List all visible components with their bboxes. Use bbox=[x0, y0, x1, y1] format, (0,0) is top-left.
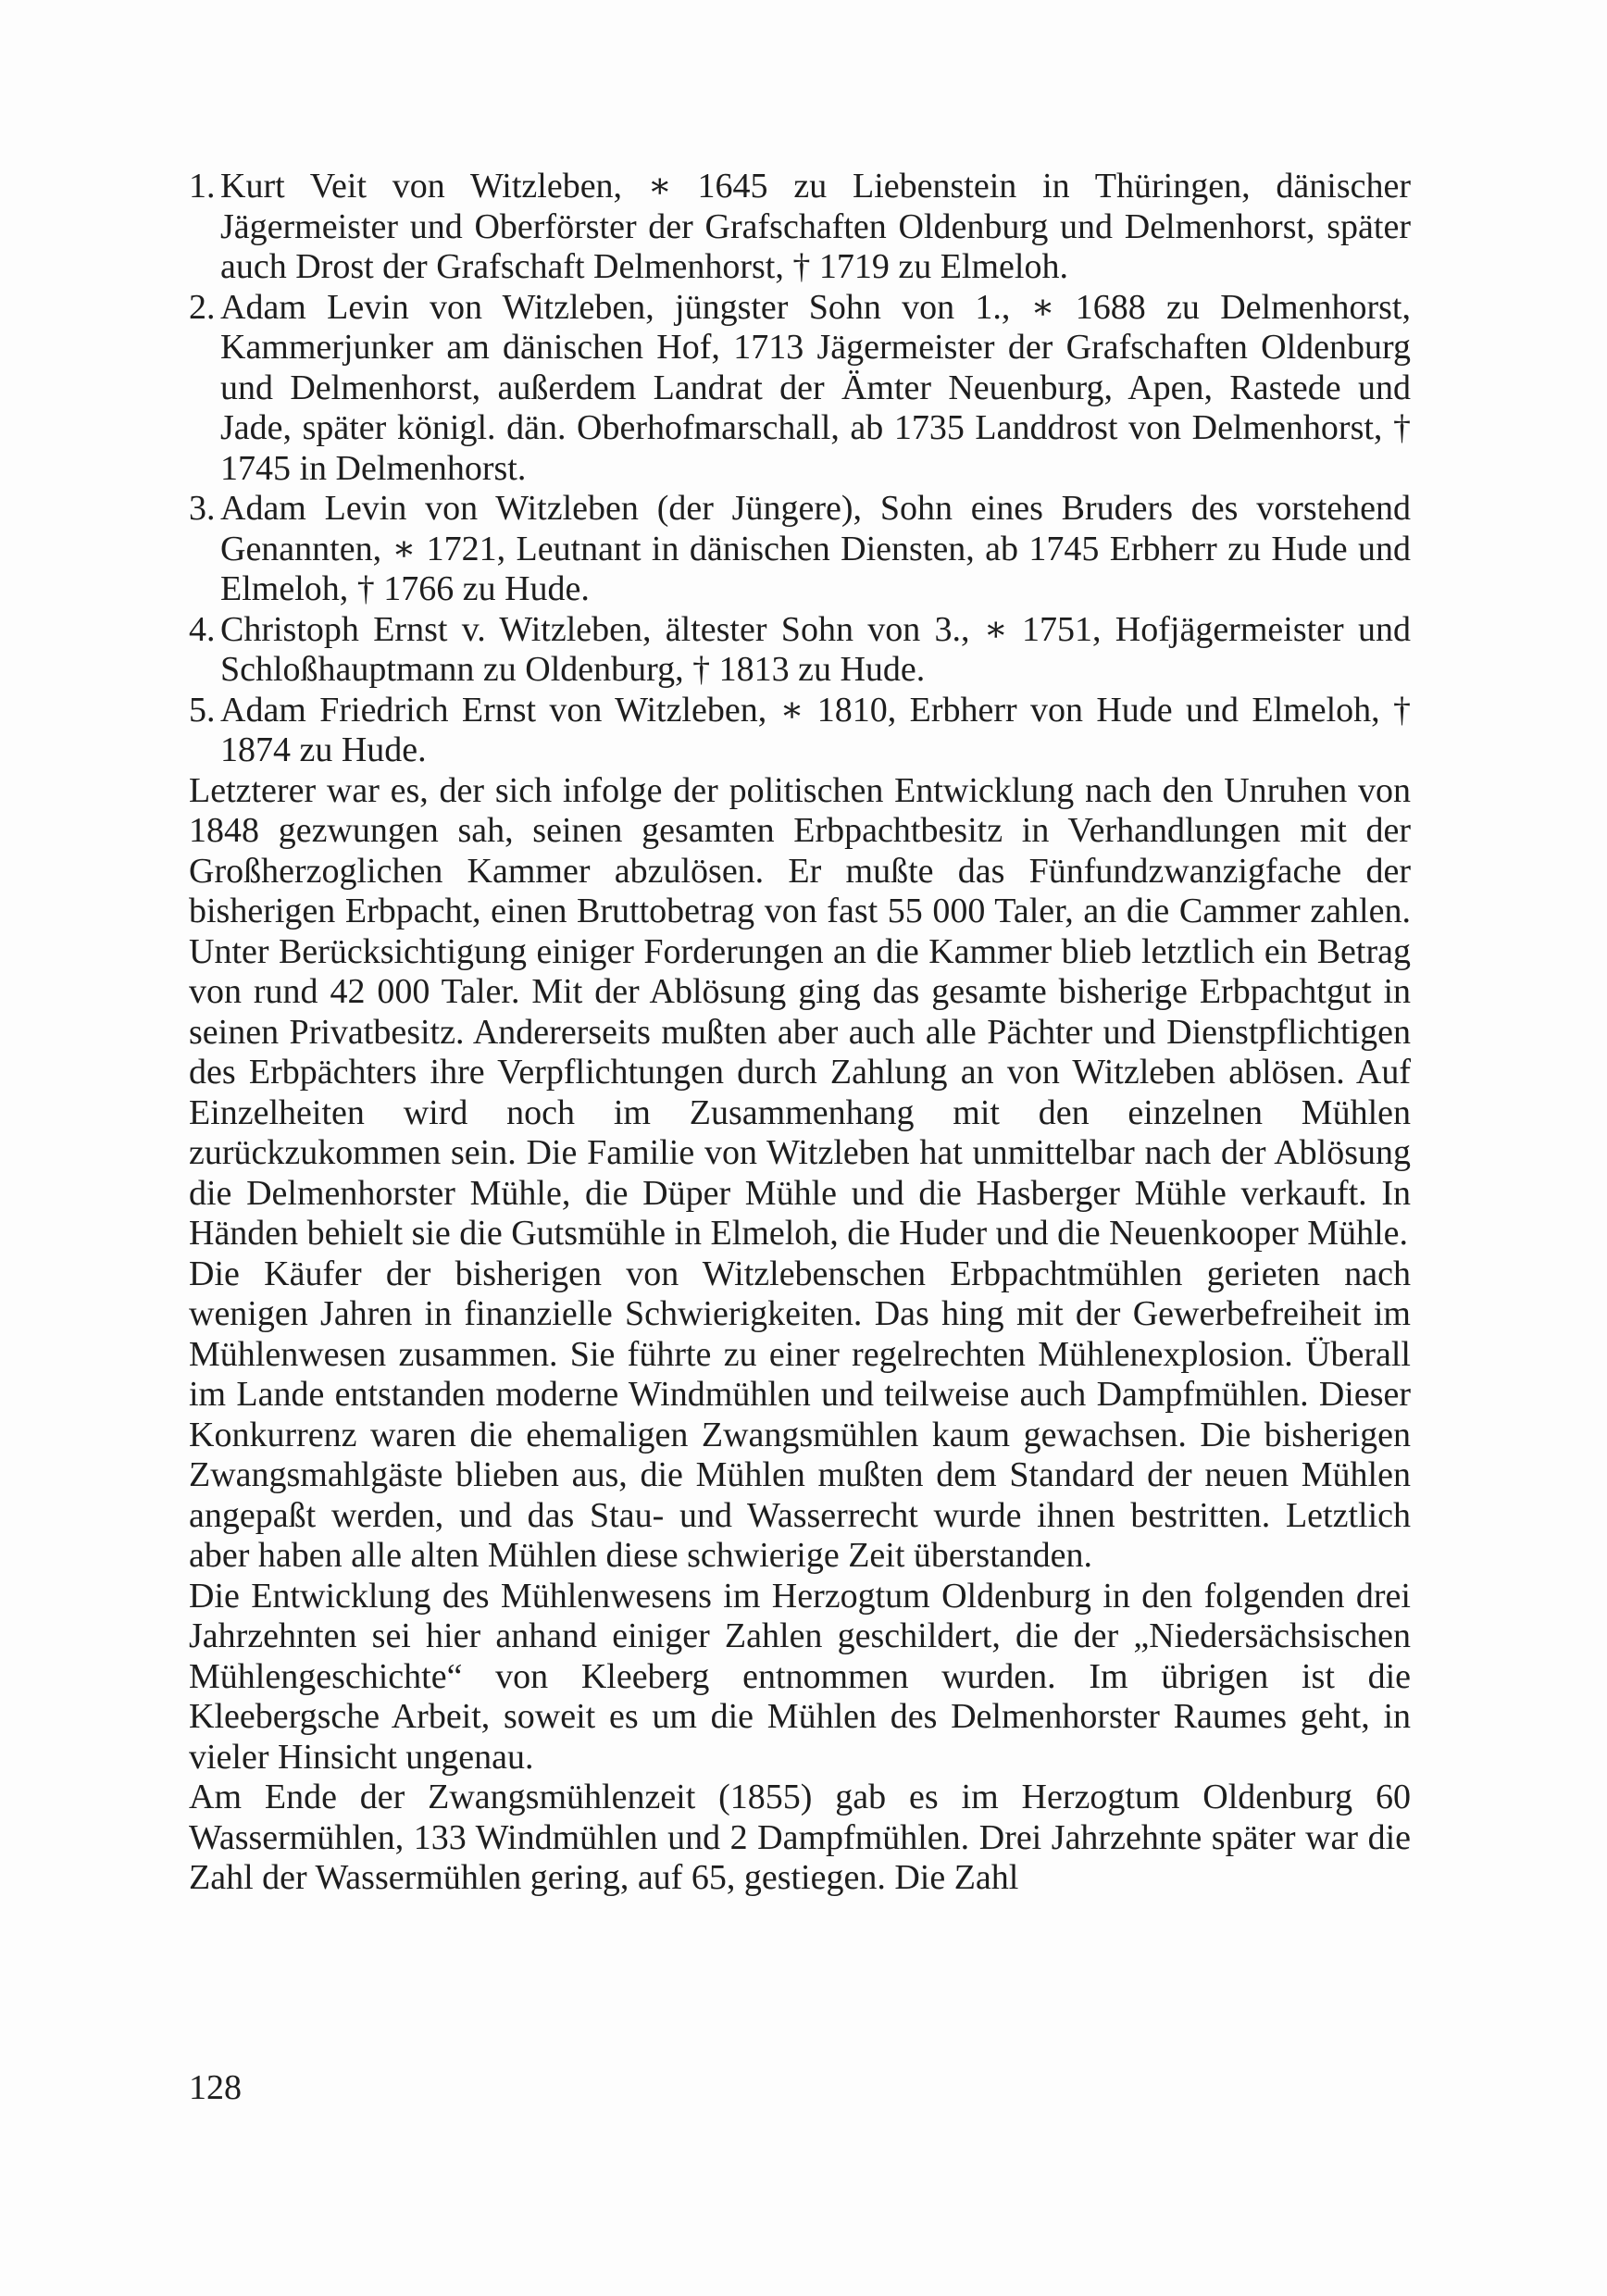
list-item-text: Adam Levin von Witzleben (der Jüngere), Sohn eines Bruders des vorstehend Genannten, ∗ 1721, Leutnant in dänischen Diensten, ab 1745 Erbherr zu Hude und Elmeloh, † 1766 zu Hude. bbox=[220, 489, 1411, 608]
list-item bbox=[189, 489, 1411, 610]
paragraph-gewerbefreiheit: Die Käufer der bisherigen von Witzlebenschen Erbpachtmühlen gerieten nach wenigen Jahren in finanzielle Schwierigkeiten. Das hing mit der Gewerbefreiheit im Mühlenwesen zusammen. Sie führte zu einer regelrechten Mühlenexplosion. Überall im Lande entstanden moderne Windmühlen und teilweise auch Dampfmühlen. Dieser Konkurrenz waren die ehemaligen Zwangsmühlen kaum gewachsen. Die bisherigen Zwangsmahlgäste blieben aus, die Mühlen mußten dem Standard der neuen Mühlen angepaßt werden, und das Stau- und Wasserrecht wurde ihnen bestritten. Letztlich aber haben alle alten Mühlen diese schwierige Zeit überstanden. bbox=[189, 1254, 1411, 1575]
paragraph-erbpacht-abloesung: Letzterer war es, der sich infolge der politischen Entwicklung nach den Unruhen von 1848 gezwungen sah, seinen gesamten Erbpachtbesitz in Verhandlungen mit der Großherzoglichen Kammer abzulösen. Er mußte das Fünfundzwanzigfache der bisherigen Erbpacht, einen Bruttobetrag von fast 55 000 Taler, an die Cammer zahlen. Unter Berücksichtigung einiger Forderungen an die Kammer blieb letztlich ein Betrag von rund 42 000 Taler. Mit der Ablösung ging das gesamte bisherige Erbpachtgut in seinen Privatbesitz. Andererseits mußten aber auch alle Pächter und Dienstpflichtigen des Erbpächters ihre Verpflichtungen durch Zahlung an von Witzleben ablösen. Auf Einzelheiten wird noch im Zusammenhang mit den einzelnen Mühlen zurückzukommen sein. Die Familie von Witzleben hat unmittelbar nach der Ablösung die Delmenhorster Mühle, die Düper Mühle und die Hasberger Mühle verkauft. In Händen behielt sie die Gutsmühle in Elmeloh, die Huder und die Neuenkooper Mühle. bbox=[189, 770, 1411, 1253]
list-item-text: Adam Levin von Witzleben, jüngster Sohn von 1., ∗ 1688 zu Delmenhorst, Kammerjunker am dänischen Hof, 1713 Jägermeister der Grafschaften Oldenburg und Delmenhorst, außerdem Landrat der Ämter Neuenburg, Apen, Rastede und Jade, später königl. dän. Oberhofmarschall, ab 1735 Landdrost von Delmenhorst, † 1745 in Delmenhorst. bbox=[220, 287, 1411, 488]
list-item-number: 5. bbox=[189, 690, 216, 730]
list-item bbox=[189, 167, 1411, 288]
list-item bbox=[189, 610, 1411, 691]
list-item bbox=[189, 691, 1411, 771]
list-item-number: 1. bbox=[189, 167, 216, 206]
list-item-text: Kurt Veit von Witzleben, ∗ 1645 zu Liebenstein in Thüringen, dänischer Jägermeister und Oberförster der Grafschaften Oldenburg und Delmenhorst, später auch Drost der Grafschaft Delmenhorst, † 1719 zu Elmeloh. bbox=[220, 167, 1411, 286]
list-item-number: 2. bbox=[189, 287, 216, 327]
list-item-number: 3. bbox=[189, 489, 216, 528]
genealogy-list bbox=[189, 167, 1411, 771]
list-item-text: Christoph Ernst v. Witzleben, ältester Sohn von 3., ∗ 1751, Hofjägermeister und Schloßhauptmann zu Oldenburg, † 1813 zu Hude. bbox=[220, 609, 1411, 689]
paragraph-muehlenwesen-entwicklung: Die Entwicklung des Mühlenwesens im Herzogtum Oldenburg in den folgenden drei Jahrzehnten sei hier anhand einiger Zahlen geschildert, die der „Niedersächsischen Mühlengeschichte“ von Kleeberg entnommen wurden. Im übrigen ist die Kleebergsche Arbeit, soweit es um die Mühlen des Delmenhorster Raumes geht, in vieler Hinsicht ungenau. bbox=[189, 1576, 1411, 1777]
list-item bbox=[189, 288, 1411, 490]
page-body bbox=[189, 167, 1411, 1899]
list-item-text: Adam Friedrich Ernst von Witzleben, ∗ 1810, Erbherr von Hude und Elmeloh, † 1874 zu Hude. bbox=[220, 690, 1411, 769]
paragraph-muehlen-zahlen: Am Ende der Zwangsmühlenzeit (1855) gab es im Herzogtum Oldenburg 60 Wassermühlen, 133 Windmühlen und 2 Dampfmühlen. Drei Jahrzehnte später war die Zahl der Wassermühlen gering, auf 65, gestiegen. Die Zahl bbox=[189, 1778, 1411, 1897]
page-number: 128 bbox=[189, 2068, 242, 2107]
list-item-number: 4. bbox=[189, 609, 216, 649]
